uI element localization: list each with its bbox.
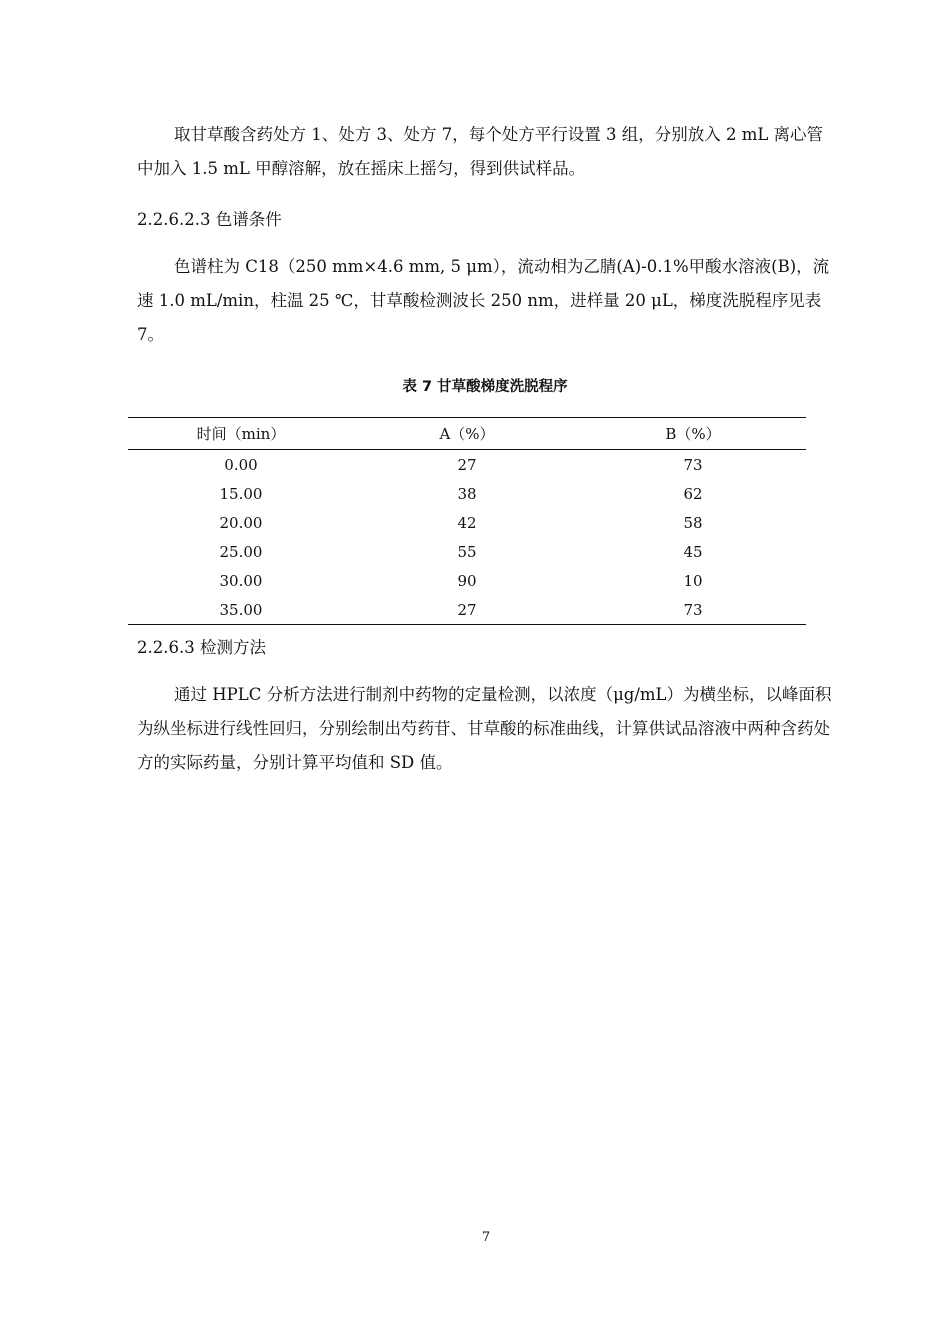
paragraph-sample-prep: 取甘草酸含药处方 1、处方 3、处方 7，每个处方平行设置 3 组，分别放入 2 mL 离心管中加入 1.5 mL 甲醇溶解，放在摇床上摇匀，得到供试样品。	[137, 125, 824, 178]
gradient-elution-table	[128, 417, 806, 625]
table-row	[128, 508, 806, 537]
section-heading-chromatographic-conditions: 2.2.6.2.3 色谱条件	[137, 210, 282, 229]
cell-a: 38	[457, 484, 477, 503]
table-header-row	[128, 418, 806, 450]
table-row	[128, 450, 806, 480]
cell-a: 55	[457, 542, 477, 561]
cell-time: 20.00	[219, 513, 263, 532]
cell-a: 27	[457, 455, 477, 474]
cell-time: 25.00	[219, 542, 263, 561]
cell-b: 62	[683, 484, 703, 503]
header-b-percent: B（%）	[665, 425, 721, 443]
table-row	[128, 566, 806, 595]
cell-a: 90	[457, 571, 477, 590]
cell-b: 73	[683, 455, 703, 474]
cell-b: 10	[683, 571, 703, 590]
cell-time: 35.00	[219, 600, 263, 619]
header-a-percent: A（%）	[439, 425, 495, 443]
cell-b: 58	[683, 513, 703, 532]
page-number: 7	[481, 1230, 491, 1245]
table-row	[128, 595, 806, 625]
paragraph-detection-method: 通过 HPLC 分析方法进行制剂中药物的定量检测，以浓度（μg/mL）为横坐标，以峰面积为纵坐标进行线性回归，分别绘制出芍药苷、甘草酸的标准曲线，计算供试品溶液中两种含药处方的实际药量，分别计算平均值和 SD 值。	[137, 685, 832, 772]
header-time: 时间（min）	[196, 425, 286, 443]
table-row	[128, 537, 806, 566]
paragraph-chromatographic-conditions: 色谱柱为 C18（250 mm×4.6 mm, 5 μm），流动相为乙腈(A)-0.1%甲酸水溶液(B)，流速 1.0 mL/min，柱温 25 ℃，甘草酸检测波长 250 nm，进样量 20 μL，梯度洗脱程序见表 7。	[137, 257, 830, 344]
cell-time: 0.00	[224, 455, 258, 474]
cell-time: 15.00	[219, 484, 263, 503]
cell-b: 73	[683, 600, 703, 619]
table-row	[128, 479, 806, 508]
cell-time: 30.00	[219, 571, 263, 590]
cell-b: 45	[683, 542, 703, 561]
section-heading-detection-method: 2.2.6.3 检测方法	[137, 638, 266, 657]
table-caption: 表 7 甘草酸梯度洗脱程序	[402, 379, 568, 395]
cell-a: 27	[457, 600, 477, 619]
cell-a: 42	[457, 513, 477, 532]
